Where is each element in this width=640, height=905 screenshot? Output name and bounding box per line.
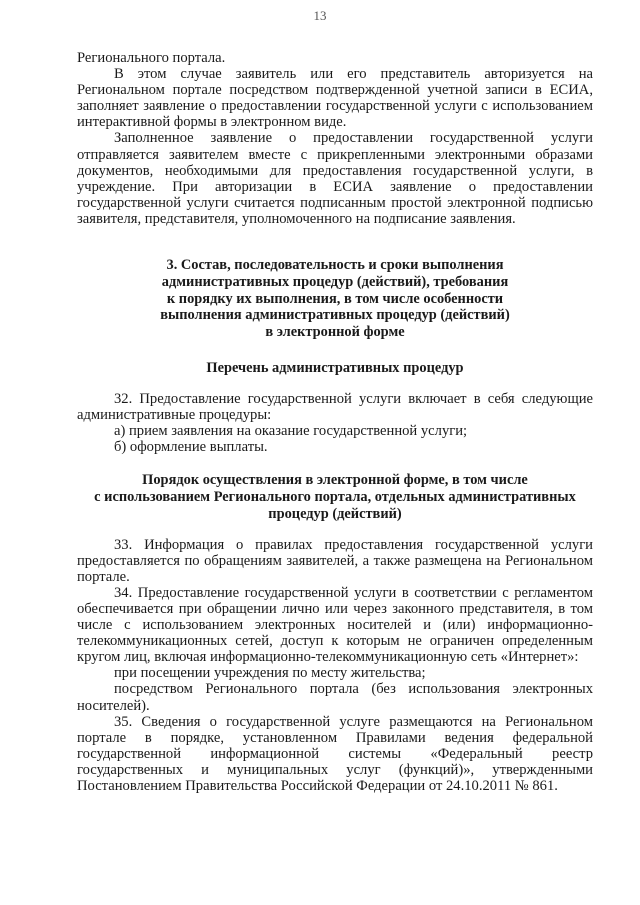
paragraph-authorization: В этом случае заявитель или его представитель авторизуется на Региональном портале посредством подтвержденной учетной записи в ЕСИА, заполняет заявление о предоставлении государственной услуги с использованием интерактивной формы в электронном виде. [77,66,593,131]
paragraph-32: 32. Предоставление государственной услуги включает в себя следующие административные процедуры: [77,390,593,423]
paragraph-33: 33. Информация о правилах предоставления государственной услуги предоставляется по обращениям заявителей, а также размещена на Региональном портале. [77,536,593,585]
document-body [77,50,593,794]
page-number: 13 [313,8,327,23]
section-3-heading-line: к порядку их выполнения, в том числе особенности [166,290,504,307]
electronic-procedures-heading [77,472,593,522]
section-3-heading-line: 3. Состав, последовательность и сроки выполнения [166,257,504,274]
electronic-heading-line: с использованием Регионального портала, отдельных административных [94,488,576,505]
electronic-heading-line: процедур (действий) [268,505,402,522]
section-3-heading-line: административных процедур (действий), требования [161,273,509,290]
paragraph-submission: Заполненное заявление о предоставлении государственной услуги отправляется заявителем вместе с прикрепленными электронными образами документов, необходимыми для предоставления государственной услуги, в учреждение. При авторизации в ЕСИА заявление о предоставлении государственной услуги считается подписанным простой электронной подписью заявителя, представителя, уполномоченного на подписание заявления. [77,130,593,227]
section-3-heading [77,257,593,341]
list-item-32b: б) оформление выплаты. [114,439,268,456]
procedures-list-heading: Перечень административных процедур [206,360,464,377]
electronic-heading-line: Порядок осуществления в электронной форме, в том числе [142,472,528,489]
paragraph-35: 35. Сведения о государственной услуге размещаются на Региональном портале в порядке, установленном Правилами ведения федеральной государственной информационной системы «Федеральный реестр государственных и муниципальных услуг (функций)», утвержденными Постановлением Правительства Российской Федерации от 24.10.2011 № 861. [77,713,593,794]
list-item-34-residence: при посещении учреждения по месту жительства; [114,665,426,682]
paragraph-intro-continuation: Регионального портала. [77,50,226,66]
section-3-heading-line: выполнения административных процедур (действий) [160,307,510,324]
paragraph-34: 34. Предоставление государственной услуги в соответствии с регламентом обеспечивается при обращении лично или через законного представителя, в том числе с использованием электронных носителей и (или) информационно-телекоммуникационных сетей, доступ к которым не ограничен определенным кругом лиц, включая информационно-телекоммуникационную сеть «Интернет»: [77,584,593,666]
list-item-34-portal: посредством Регионального портала (без использования электронных носителей). [77,681,593,714]
list-item-32a: а) прием заявления на оказание государственной услуги; [114,423,468,439]
section-3-heading-line: в электронной форме [265,324,405,341]
